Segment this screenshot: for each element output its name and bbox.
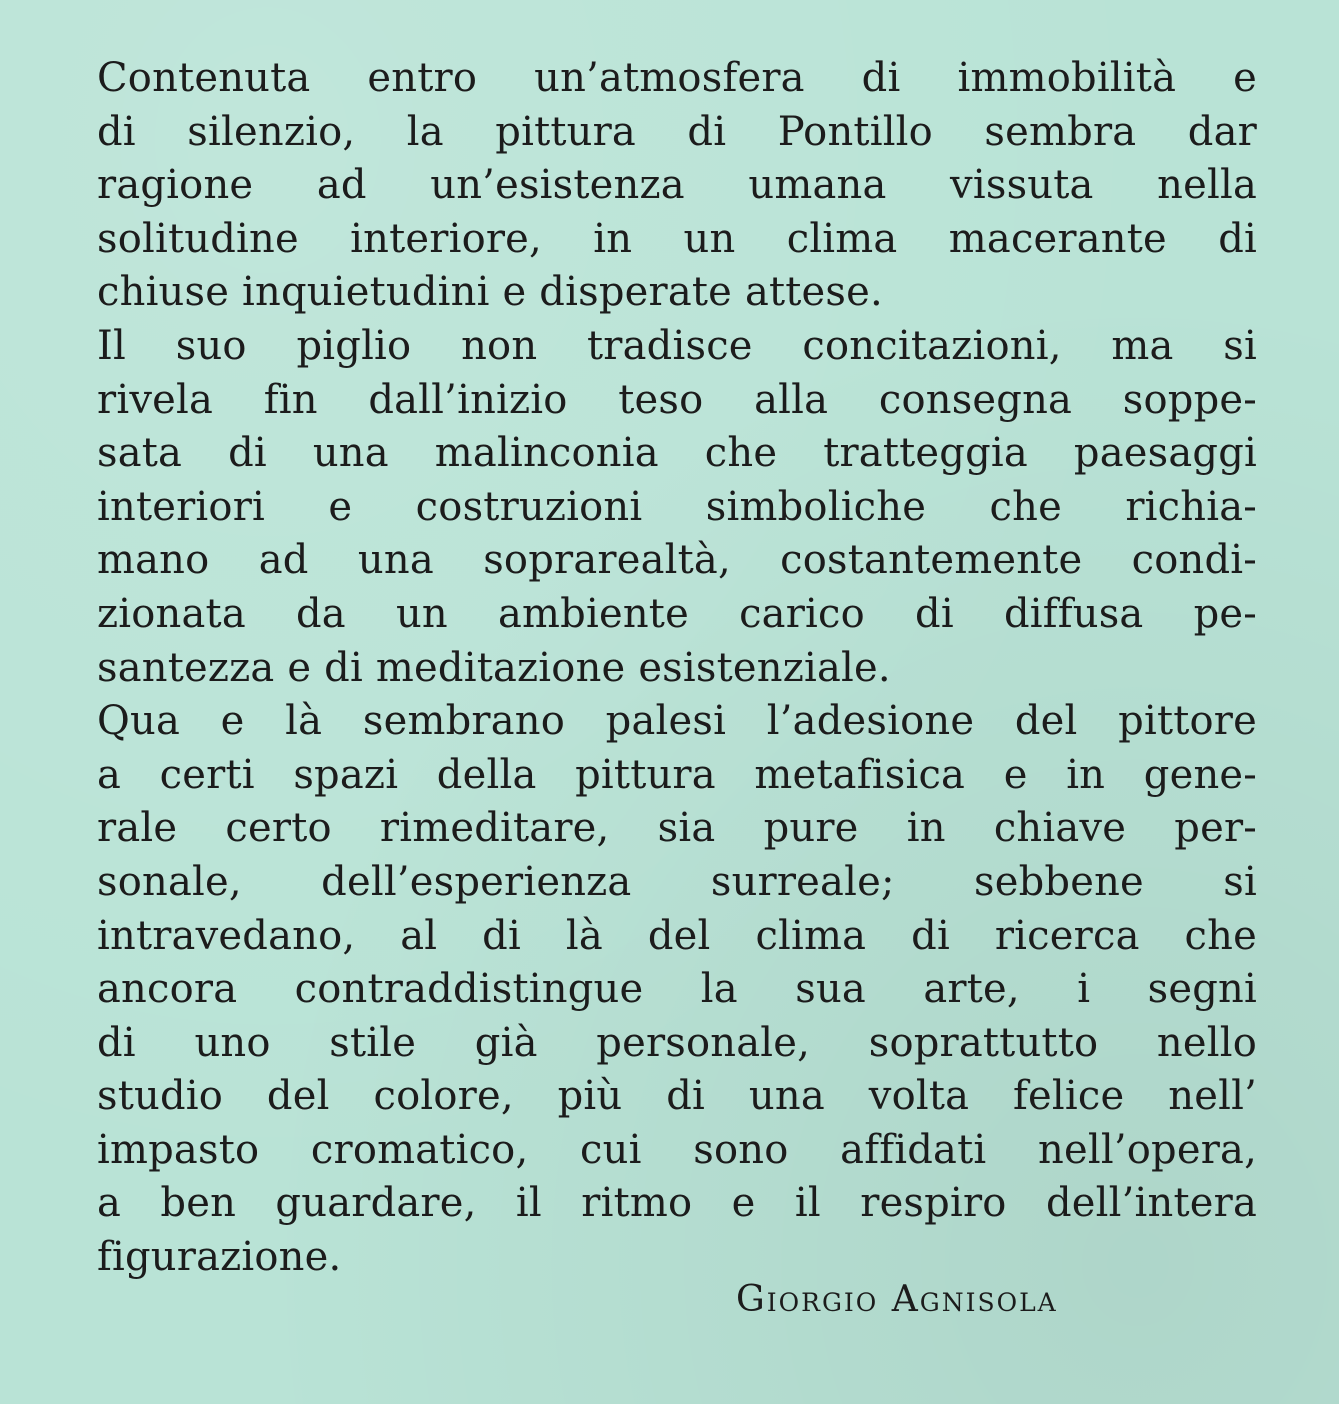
text-line: interiori e costruzioni simboliche che richia-	[97, 483, 1257, 530]
text-line: a certi spazi della pittura metafisica e in gene-	[97, 751, 1257, 798]
text-line: Contenuta entro un’atmosfera di immobilità e	[97, 55, 1257, 101]
author-signature: Giorgio Agnisola	[736, 1279, 1058, 1320]
text-line: impasto cromatico, cui sono affidati nell’opera,	[97, 1126, 1257, 1173]
text-line: di uno stile già personale, soprattutto nello	[97, 1019, 1257, 1066]
text-line: ancora contraddistingue la sua arte, i segni	[97, 966, 1257, 1013]
text-line: a ben guardare, il ritmo e il respiro dell’intera	[97, 1180, 1257, 1227]
text-line: rivela fin dall’inizio teso alla consegna soppe-	[97, 376, 1257, 423]
text-line: chiuse inquietudini e disperate attese.	[97, 269, 883, 316]
text-line: zionata da un ambiente carico di diffusa pe-	[97, 590, 1257, 637]
text-line: Qua e là sembrano palesi l’adesione del pittore	[97, 698, 1257, 745]
text-line: di silenzio, la pittura di Pontillo sembra dar	[97, 108, 1257, 155]
text-line: ragione ad un’esistenza umana vissuta nella	[97, 162, 1257, 209]
body-text	[97, 52, 1257, 1285]
text-line: Il suo piglio non tradisce concitazioni, ma si	[97, 322, 1257, 369]
text-line: rale certo rimeditare, sia pure in chiave per-	[97, 805, 1257, 852]
text-line: studio del colore, più di una volta felice nell’	[97, 1073, 1257, 1120]
text-line: santezza e di meditazione esistenziale.	[97, 644, 891, 691]
text-line: solitudine interiore, in un clima macerante di	[97, 215, 1257, 262]
text-line: mano ad una soprarealtà, costantemente condi-	[97, 537, 1257, 584]
text-line: intravedano, al di là del clima di ricerca che	[97, 912, 1257, 959]
text-line: figurazione.	[97, 1234, 342, 1281]
text-line: sata di una malinconia che tratteggia paesaggi	[97, 430, 1257, 477]
text-line: sonale, dell’esperienza surreale; sebbene si	[97, 858, 1257, 905]
